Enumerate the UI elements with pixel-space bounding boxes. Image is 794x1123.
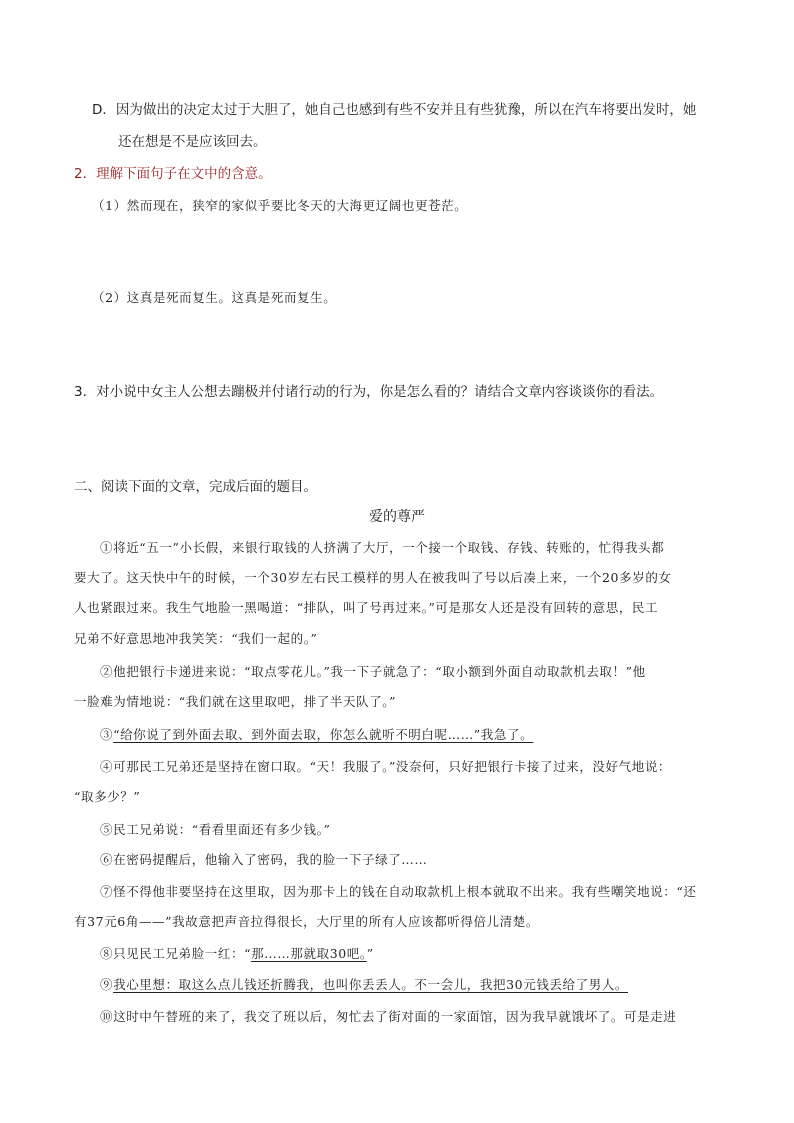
article-p1-line4: 兄弟不好意思地冲我笑笑：“我们一起的。” — [74, 631, 318, 646]
q2-sentence-2: （2）这真是死而复生。这真是死而复生。 — [92, 290, 337, 305]
article-p3 — [100, 726, 533, 744]
q2-sentence-1: （1）然而现在，狭窄的家似乎要比冬天的大海更辽阔也更苍茫。 — [92, 198, 468, 213]
article-p2-line2: 一脸难为情地说：“我们就在这里取吧，排了半天队了。” — [74, 694, 397, 709]
article-p9-number: ⑨ — [100, 977, 114, 992]
article-p10: ⑩这时中午替班的来了，我交了班以后，匆忙去了街对面的一家面馆，因为我早就饿坏了。可是走进 — [100, 1009, 677, 1024]
article-p3-underlined: “给你说了到外面去取、到外面去取，你怎么就听不明白呢……”我急了。 — [113, 727, 534, 742]
article-p8-underlined: 那……那就取30吧。 — [251, 946, 367, 961]
article-p9 — [100, 976, 628, 994]
q1-option-d-line1: D．因为做出的决定太过于大胆了，她自己也感到有些不安并且有些犹豫，所以在汽车将要出发时，她 — [92, 102, 697, 118]
article-p7-line2: 有37元6角——”我故意把声音拉得很长，大厅里的所有人应该都听得倍儿清楚。 — [74, 914, 539, 929]
article-p7-line1: ⑦怪不得他非要坚持在这里取，因为那卡上的钱在自动取款机上根本就取不出来。我有些嘲笑地说：“还 — [100, 884, 697, 899]
article-p9-underlined: 我心里想：取这么点儿钱还折腾我，也叫你丢丢人。不一会儿，我把30元钱丢给了男人。 — [113, 977, 629, 992]
article-p4-line2: “取多少？” — [74, 789, 141, 804]
article-p8-post: ” — [366, 946, 374, 961]
q2-prompt: 2．理解下面句子在文中的含意。 — [74, 166, 272, 182]
article-p1-line2: 要大了。这天快中午的时候，一个30岁左右民工模样的男人在被我叫了号以后凑上来，一个20多岁的女 — [74, 570, 672, 585]
article-p8-pre: ⑧只见民工兄弟脸一红：“ — [100, 946, 252, 961]
article-p3-number: ③ — [100, 727, 114, 742]
article-p1-line3: 人也紧跟过来。我生气地脸一黑喝道：“排队，叫了号再过来。”可是那女人还是没有回转的意思，民工 — [74, 600, 659, 615]
article-p4-line1: ④可那民工兄弟还是坚持在窗口取。“天！我服了。”没奈何，只好把银行卡接了过来，没好气地说： — [100, 759, 672, 774]
article-p1-line1: ①将近“五一”小长假，来银行取钱的人挤满了大厅，一个接一个取钱、存钱、转账的，忙得我头都 — [100, 540, 665, 555]
article-p2-line1: ②他把银行卡递进来说：“取点零花儿。”我一下子就急了：“取小额到外面自动取款机去取！”他 — [100, 664, 646, 679]
article-title: 爱的尊严 — [369, 509, 425, 525]
q3-prompt: 3．对小说中女主人公想去蹦极并付诸行动的行为，你是怎么看的？请结合文章内容谈谈你的看法。 — [74, 384, 664, 400]
article-p5: ⑤民工兄弟说：“看看里面还有多少钱。” — [100, 822, 331, 837]
article-p8 — [100, 945, 374, 963]
section2-heading: 二、阅读下面的文章，完成后面的题目。 — [74, 479, 317, 495]
q1-option-d-line2: 还在想是不是应该回去。 — [118, 134, 267, 150]
article-p6: ⑥在密码提醒后，他输入了密码，我的脸一下子绿了…… — [100, 852, 428, 867]
